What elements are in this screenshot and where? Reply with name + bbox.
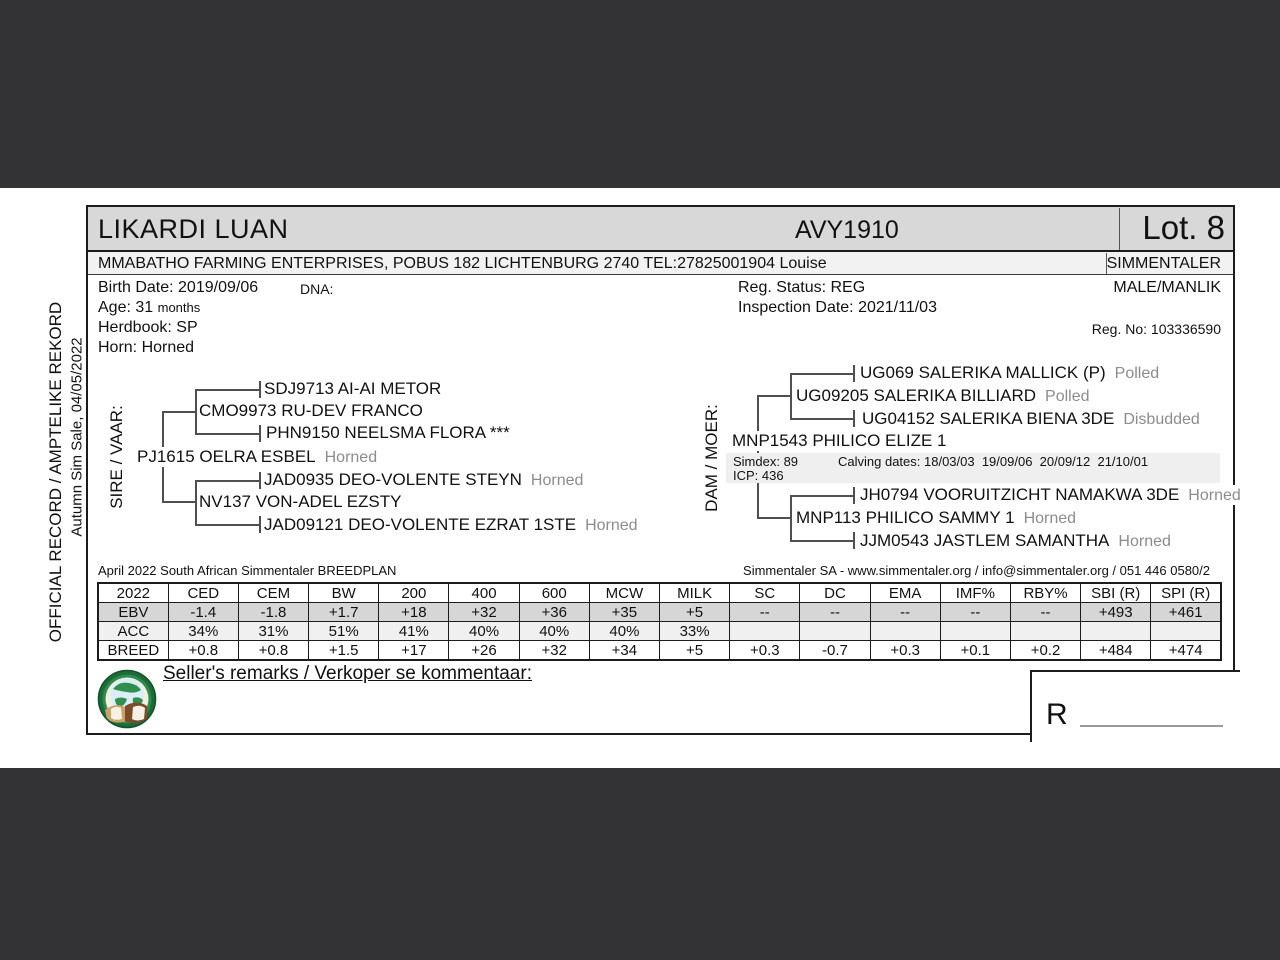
breedplan-value-cell: +1.5	[309, 641, 379, 661]
breedplan-value-cell	[730, 622, 800, 641]
breedplan-header-cell: 400	[449, 583, 519, 603]
sire-tick	[259, 425, 261, 442]
horn-tag: Horned	[1118, 533, 1171, 550]
breedplan-header-cell: MCW	[589, 583, 659, 603]
node-name: UG09205 SALERIKA BILLIARD	[796, 386, 1037, 405]
breedplan-table	[97, 582, 1222, 661]
horn-tag: Horned	[1023, 510, 1077, 527]
breedplan-header-cell: MILK	[660, 583, 730, 603]
breedplan-value-cell: +34	[589, 641, 659, 661]
sire-tick	[259, 516, 261, 533]
breedplan-value-cell: +0.3	[870, 641, 940, 661]
pedigree-node	[264, 423, 512, 443]
horn-tag: Polled	[1114, 365, 1160, 382]
breedplan-value-cell: --	[870, 603, 940, 622]
sire-line	[195, 524, 259, 526]
breeder-line: MMABATHO FARMING ENTERPRISES, POBUS 182 LICHTENBURG 2740 TEL:27825001904 Louise	[98, 255, 827, 272]
breedplan-row-acc	[98, 622, 1221, 641]
reg-status: Reg. Status: REG	[738, 279, 866, 296]
seller-remarks-label: Seller's remarks / Verkoper se kommentaar:	[163, 663, 532, 684]
pedigree-node	[197, 492, 404, 512]
breedplan-value-cell: +35	[589, 603, 659, 622]
breedplan-header-cell: SC	[730, 583, 800, 603]
breedplan-header-cell: SBI (R)	[1081, 583, 1151, 603]
breedplan-value-cell: +5	[660, 641, 730, 661]
bottom-bar	[0, 768, 1280, 960]
birth-date: Birth Date: 2019/09/06	[98, 279, 259, 296]
breedplan-value-cell: 41%	[379, 622, 449, 641]
breedplan-value-cell: 33%	[660, 622, 730, 641]
node-name: NV137 VON-ADEL EZSTY	[199, 492, 402, 511]
breed-name: SIMMENTALER	[1106, 255, 1221, 272]
horn-tag: Polled	[1045, 388, 1090, 405]
breedplan-value-cell: +32	[519, 641, 589, 661]
breedplan-caption: April 2022 South African Simmentaler BREEDPLAN	[98, 563, 397, 578]
breedplan-value-cell: -0.7	[800, 641, 870, 661]
breedplan-value-cell: --	[940, 603, 1010, 622]
pedigree-node-sire-root	[135, 447, 379, 467]
breedplan-value-cell: +461	[1151, 603, 1221, 622]
breedplan-value-cell: +36	[519, 603, 589, 622]
breedplan-row-label: EBV	[98, 603, 168, 622]
sire-line	[162, 501, 196, 503]
node-name: PHN9150 NEELSMA FLORA ***	[266, 423, 510, 442]
horn-status: Horn: Horned	[98, 339, 195, 356]
breedplan-header-cell: 600	[519, 583, 589, 603]
node-name: JJM0543 JASTLEM SAMANTHA	[860, 531, 1110, 550]
pedigree-node	[262, 515, 640, 535]
breedplan-value-cell: +474	[1151, 641, 1221, 661]
dam-line	[790, 418, 853, 420]
currency-symbol: R	[1046, 698, 1068, 731]
breedplan-value-cell	[1081, 622, 1151, 641]
breedplan-value-cell: --	[730, 603, 800, 622]
sex: MALE/MANLIK	[1113, 279, 1221, 296]
breedplan-header-cell: 2022	[98, 583, 168, 603]
node-name: CMO9973 RU-DEV FRANCO	[199, 401, 423, 420]
inspection-date: Inspection Date: 2021/11/03	[738, 299, 937, 316]
dam-line	[757, 517, 791, 519]
breedplan-value-cell: +0.3	[730, 641, 800, 661]
node-name: MNP1543 PHILICO ELIZE 1	[732, 431, 947, 450]
breedplan-row-label: ACC	[98, 622, 168, 641]
breedplan-header-cell: CEM	[238, 583, 308, 603]
sire-line	[162, 411, 196, 413]
sire-line	[195, 480, 259, 482]
pedigree-node	[858, 363, 1161, 383]
dam-line	[757, 395, 791, 397]
dam-axis-label: DAM / MOER:	[702, 404, 722, 512]
dam-line	[790, 495, 853, 497]
breedplan-header-cell: EMA	[870, 583, 940, 603]
official-record-caption: OFFICIAL RECORD / AMPTELIKE REKORD	[46, 301, 66, 643]
age-unit: months	[157, 300, 201, 315]
node-name: UG069 SALERIKA MALLICK (P)	[860, 363, 1106, 382]
breedplan-value-cell: +0.8	[168, 641, 238, 661]
node-name: JAD0935 DEO-VOLENTE STEYN	[264, 470, 522, 489]
breedplan-row-breed	[98, 641, 1221, 661]
calving-dates: Calving dates: 18/03/03 19/09/06 20/09/12 21/10/01	[838, 454, 1149, 469]
horn-tag: Horned	[585, 517, 638, 534]
node-name: JAD09121 DEO-VOLENTE EZRAT 1STE	[264, 515, 577, 534]
horn-tag: Horned	[1188, 487, 1241, 504]
breedplan-header-cell: RBY%	[1010, 583, 1080, 603]
sale-caption: Autumn Sim Sale, 04/05/2022	[68, 337, 86, 537]
pedigree-node	[794, 386, 1092, 406]
header-divider	[1119, 208, 1120, 250]
breedplan-value-cell: --	[1010, 603, 1080, 622]
breedplan-value-cell	[1151, 622, 1221, 641]
breedplan-row-ebv	[98, 603, 1221, 622]
breedplan-header-cell: SPI (R)	[1151, 583, 1221, 603]
pedigree-node	[794, 508, 1078, 528]
lot-number: Lot. 8	[1142, 209, 1225, 246]
breedplan-value-cell: 40%	[449, 622, 519, 641]
breedplan-row-label: BREED	[98, 641, 168, 661]
pedigree-node	[858, 485, 1243, 505]
dam-top-bracket	[790, 373, 792, 419]
breedplan-header-row	[98, 583, 1221, 603]
breedplan-value-cell: 34%	[168, 622, 238, 641]
breedplan-value-cell: +17	[379, 641, 449, 661]
breedplan-value-cell	[870, 622, 940, 641]
breedplan-value-cell: +26	[449, 641, 519, 661]
breedplan-value-cell: 40%	[589, 622, 659, 641]
dam-tick	[853, 365, 855, 382]
sire-line	[195, 389, 259, 391]
herdbook: Herdbook: SP	[98, 319, 198, 336]
dam-tick	[853, 410, 855, 427]
horn-tag: Horned	[530, 472, 584, 489]
icp: ICP: 436	[733, 468, 784, 483]
breedplan-value-cell: 40%	[519, 622, 589, 641]
breedplan-header-cell: IMF%	[940, 583, 1010, 603]
society-contact: Simmentaler SA - www.simmentaler.org / info@simmentaler.org / 051 446 0580/2	[743, 563, 1210, 578]
age	[98, 299, 200, 317]
pedigree-node	[197, 401, 425, 421]
breedplan-value-cell: +493	[1081, 603, 1151, 622]
sire-line	[195, 433, 259, 435]
breedplan-value-cell: +32	[449, 603, 519, 622]
sire-tick	[259, 472, 261, 489]
animal-name: LIKARDI LUAN	[98, 214, 289, 244]
breedplan-value-cell: --	[800, 603, 870, 622]
breedplan-header-cell: CED	[168, 583, 238, 603]
node-name: SDJ9713 AI-AI METOR	[264, 379, 442, 398]
node-name: MNP113 PHILICO SAMMY 1	[796, 508, 1015, 527]
breedplan-value-cell: -1.8	[238, 603, 308, 622]
breedplan-header-cell: DC	[800, 583, 870, 603]
age-value: Age: 31	[98, 299, 154, 316]
breedplan-value-cell	[940, 622, 1010, 641]
pedigree-node	[262, 379, 443, 399]
pedigree-node	[262, 470, 585, 490]
price-fill-line	[1080, 725, 1223, 727]
horn-tag: Disbudded	[1123, 411, 1200, 428]
simmentaler-logo-icon	[97, 669, 157, 729]
breedplan-value-cell: +18	[379, 603, 449, 622]
breedplan-value-cell: +0.1	[940, 641, 1010, 661]
breedplan-value-cell: 31%	[238, 622, 308, 641]
breedplan-header-cell: 200	[379, 583, 449, 603]
breedplan-value-cell: +0.2	[1010, 641, 1080, 661]
simdex: Simdex: 89	[733, 454, 799, 469]
breedplan-value-cell	[1010, 622, 1080, 641]
pedigree-node	[860, 409, 1202, 429]
dna-label: DNA:	[300, 281, 334, 297]
breedplan-value-cell: +484	[1081, 641, 1151, 661]
breedplan-value-cell: +0.8	[238, 641, 308, 661]
dam-line	[790, 373, 853, 375]
top-bar	[0, 0, 1280, 188]
dam-tick	[853, 487, 855, 504]
breedplan-value-cell: +5	[660, 603, 730, 622]
pedigree-node	[858, 531, 1173, 551]
breedplan-header-cell: BW	[309, 583, 379, 603]
reg-no: Reg. No: 103336590	[1091, 321, 1221, 337]
horn-tag: Horned	[324, 449, 378, 466]
pedigree-node-dam-root	[730, 431, 948, 451]
dam-line	[790, 540, 853, 542]
dam-tick	[853, 532, 855, 549]
node-name: PJ1615 OELRA ESBEL	[137, 447, 316, 466]
node-name: UG04152 SALERIKA BIENA 3DE	[862, 409, 1115, 428]
animal-id: AVY1910	[795, 216, 899, 244]
node-name: JH0794 VOORUITZICHT NAMAKWA 3DE	[860, 485, 1180, 504]
breedplan-value-cell	[800, 622, 870, 641]
dam-bottom-bracket	[790, 495, 792, 541]
sire-axis-label: SIRE / VAAR:	[107, 405, 127, 509]
breedplan-value-cell: 51%	[309, 622, 379, 641]
breedplan-value-cell: +1.7	[309, 603, 379, 622]
breedplan-value-cell: -1.4	[168, 603, 238, 622]
sire-tick	[259, 381, 261, 398]
